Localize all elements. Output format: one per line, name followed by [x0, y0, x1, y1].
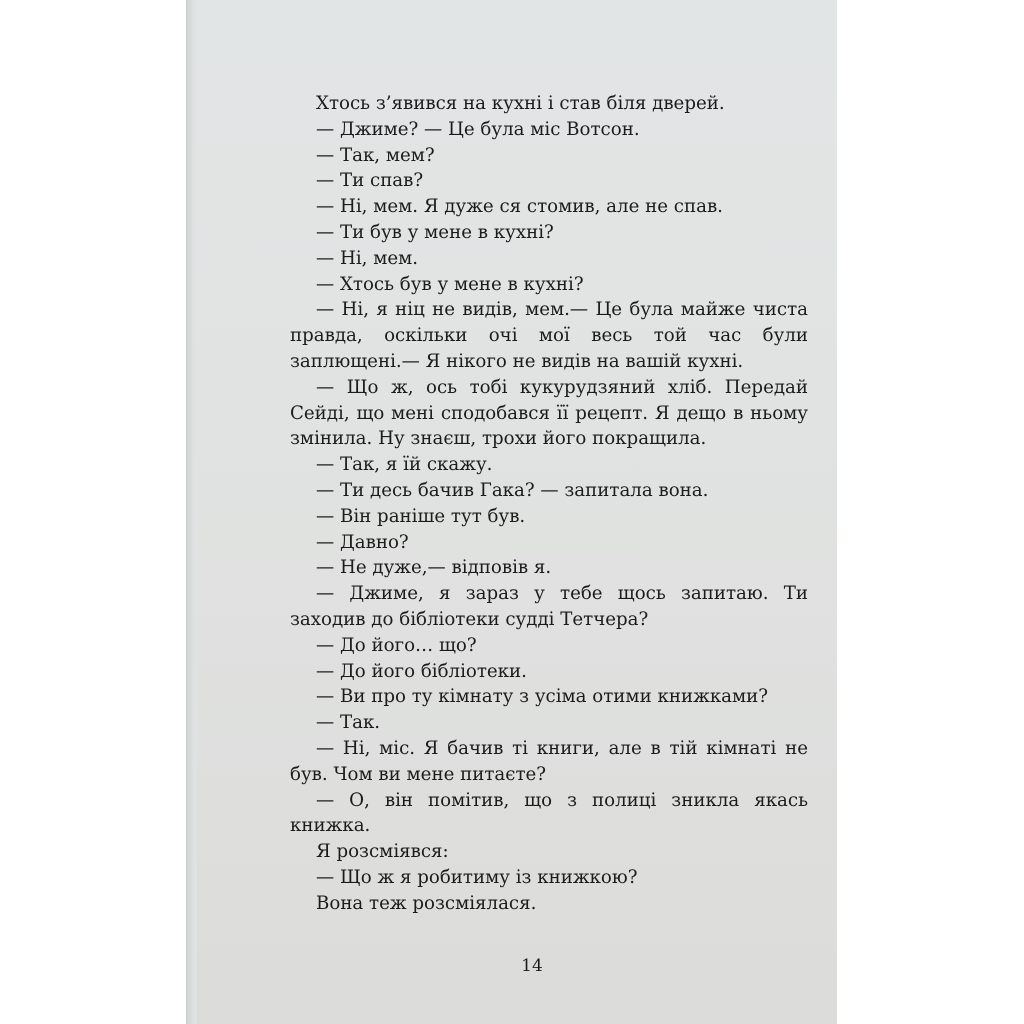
- paragraph: — Ти був у мене в кухні?: [316, 221, 554, 243]
- paragraph: — Джиме? — Це була міс Вотсон.: [316, 118, 640, 140]
- paragraph: — Ні, міс. Я бачив ті книги, але в тій кімнаті не був. Чом ви мене питаєте?: [290, 737, 808, 785]
- paragraph: — До його… що?: [316, 634, 477, 656]
- paragraph: Я розсміявся:: [316, 841, 449, 863]
- paragraph: — До його бібліотеки.: [316, 660, 527, 682]
- body-text: [290, 91, 808, 917]
- paragraph: — Давно?: [316, 531, 409, 553]
- paragraph: — Що ж, ось тобі кукурудзяний хліб. Передай Сейді, що мені сподобався її рецепт. Я дещо в ньому змінила. Ну знаєш, трохи його покращила.: [290, 376, 808, 450]
- paragraph: — Що ж я робитиму із книжкою?: [316, 866, 638, 888]
- paragraph: Вона теж розсміялася.: [316, 892, 537, 914]
- page-gutter: [186, 0, 197, 1024]
- page-number-label: 14: [521, 956, 543, 976]
- paragraph: — Ти спав?: [316, 170, 424, 192]
- paragraph: — Він раніше тут був.: [316, 505, 526, 527]
- paragraph: — Ні, мем.: [316, 247, 419, 269]
- paragraph: — Хтось був у мене в кухні?: [316, 273, 584, 295]
- paragraph: — Ти десь бачив Гака? — запитала вона.: [316, 479, 709, 501]
- paragraph: — Так, я їй скажу.: [316, 454, 493, 476]
- page-number: [0, 956, 1024, 976]
- paragraph: Хтось з’явився на кухні і став біля дверей.: [316, 93, 725, 114]
- paragraph: — О, він помітив, що з полиці зникла якась книжка.: [290, 789, 808, 837]
- paragraph: — Ні, я ніц не видів, мем.— Це була майже чиста правда, оскільки очі мої весь той час були заплющені.— Я нікого не видів на вашій кухні.: [290, 299, 808, 372]
- paragraph: — Не дуже,— відповів я.: [316, 557, 552, 579]
- paragraph: — Джиме, я зараз у тебе щось запитаю. Ти заходив до бібліотеки судді Тетчера?: [290, 583, 808, 630]
- paragraph: — Ви про ту кімнату з усіма отими книжками?: [316, 686, 769, 708]
- paragraph: — Так, мем?: [316, 144, 435, 166]
- paragraph: — Так.: [316, 712, 381, 734]
- paragraph: — Ні, мем. Я дуже ся стомив, але не спав.: [316, 196, 723, 218]
